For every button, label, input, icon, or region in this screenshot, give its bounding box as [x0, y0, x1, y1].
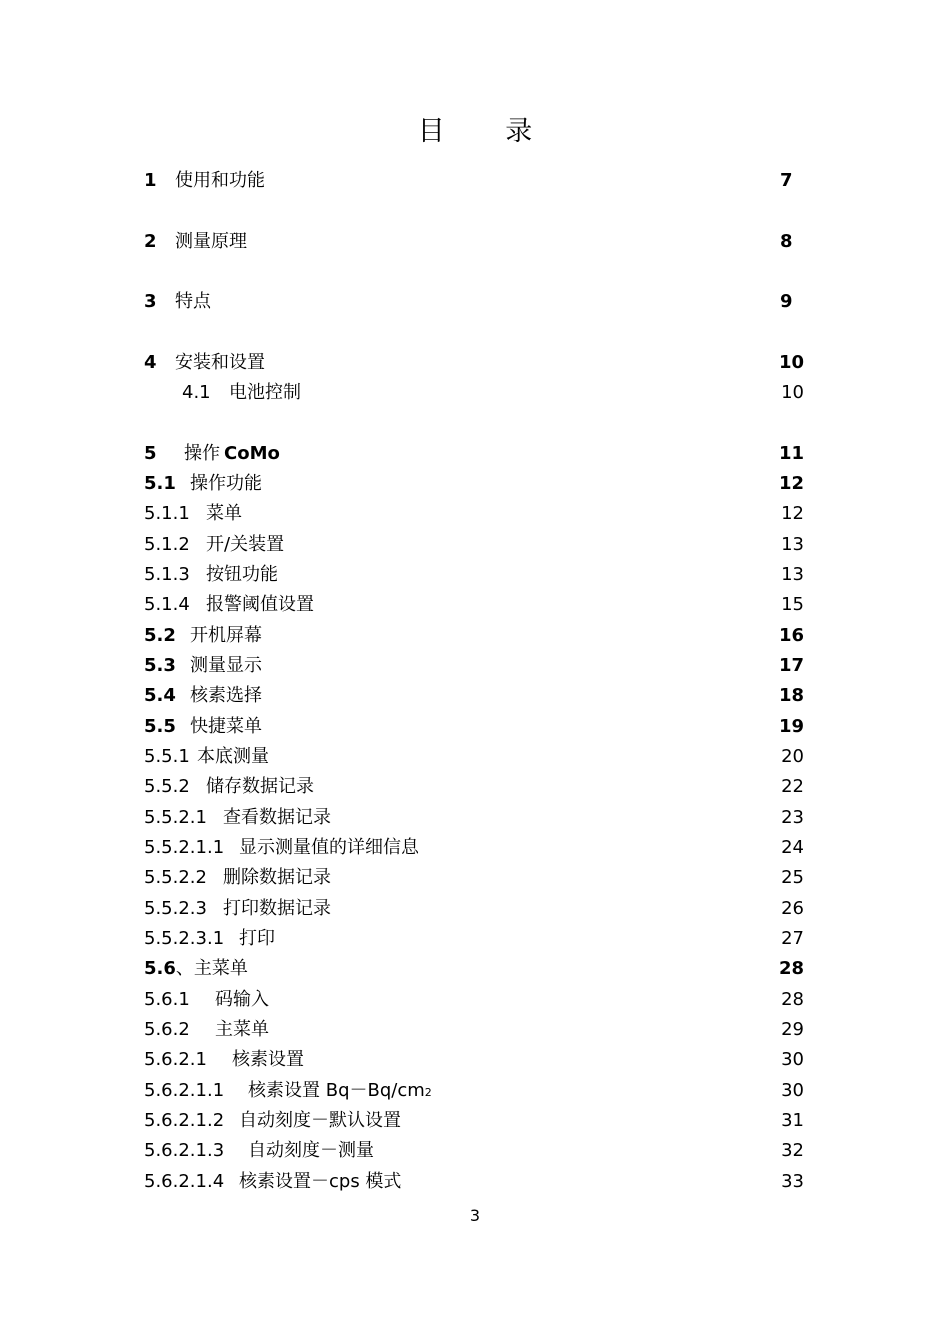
toc-entry-number: 5.6.2.1.1 [144, 1080, 225, 1101]
toc-entry-text: 报警阈值设置 [206, 594, 314, 615]
toc-entry[interactable] [144, 621, 804, 651]
toc-entry-number: 3 [144, 291, 157, 312]
toc-entry[interactable] [144, 530, 804, 560]
toc-entry-number: 5.5.2.1 [144, 807, 207, 828]
toc-entry-page: 20 [781, 746, 804, 767]
toc-entry-text: 核素设置 Bq－Bq/cm [248, 1080, 425, 1101]
toc-entry-page: 31 [781, 1110, 804, 1131]
toc-entry-text: 使用和功能 [175, 170, 265, 191]
toc-entry-number: 4.1 [182, 382, 211, 403]
toc-entry-number: 5.1 [144, 473, 176, 494]
toc-entry[interactable] [144, 590, 804, 620]
toc-entry-number: 5.6.2.1.4 [144, 1171, 225, 1192]
toc-entry-page: 11 [778, 443, 804, 464]
toc-entry-page: 10 [778, 352, 804, 373]
toc-entry-number: 5.4 [144, 685, 176, 706]
toc-entry-page: 24 [781, 837, 804, 858]
toc-entry-number: 5.6.2.1.2 [144, 1110, 225, 1131]
toc-entry-number: 5.5.1 [144, 746, 190, 767]
toc-entry[interactable] [144, 348, 804, 378]
toc-entry-page: 30 [781, 1080, 804, 1101]
toc-entry-page: 27 [781, 928, 804, 949]
toc-entry-number: 5.5.2.2 [144, 867, 207, 888]
toc-entry-number: 5.3 [144, 655, 176, 676]
toc-entry-page: 12 [778, 473, 804, 494]
toc-entry-text: 显示测量值的详细信息 [239, 837, 419, 858]
toc-entry-number: 2 [144, 231, 157, 252]
toc-entry-text: 测量显示 [190, 655, 262, 676]
toc-entry-page: 17 [778, 655, 804, 676]
toc-entry-page: 28 [778, 958, 804, 979]
toc-entry-text: 码输入 [215, 989, 269, 1010]
toc-entry-text: 自动刻度－默认设置 [239, 1110, 401, 1131]
toc-entry-number: 5.5.2 [144, 776, 190, 797]
toc-entry-text: 、主菜单 [175, 958, 248, 979]
toc-entry-text: 自动刻度－测量 [248, 1140, 374, 1161]
toc-entry[interactable] [144, 499, 804, 529]
toc-entry-text: 特点 [175, 291, 211, 312]
toc-entry-number: 5.6.2.1 [144, 1049, 207, 1070]
toc-entry-page: 10 [781, 382, 804, 403]
toc-entry-page: 18 [778, 685, 804, 706]
toc-entry-text: 核素设置 [232, 1049, 304, 1070]
toc-entry-number: 5.1.1 [144, 503, 190, 524]
toc-entry[interactable] [144, 803, 804, 833]
toc-entry[interactable] [144, 954, 804, 984]
toc-entry[interactable] [144, 681, 804, 711]
toc-entry-page: 9 [780, 291, 793, 312]
toc-entry-text: 查看数据记录 [223, 807, 331, 828]
toc-entry-page: 28 [781, 989, 804, 1010]
toc-entry-text: 删除数据记录 [223, 867, 331, 888]
toc-entry-number: 5.1.2 [144, 534, 190, 555]
toc-entry-page: 22 [781, 776, 804, 797]
toc-title: 目 录 [417, 116, 559, 147]
toc-entry[interactable] [144, 1015, 804, 1045]
toc-entry-number: 5.6.1 [144, 989, 190, 1010]
toc-entry-page: 23 [781, 807, 804, 828]
toc-entry-number: 4 [144, 352, 157, 373]
toc-entry-text: 打印数据记录 [223, 898, 331, 919]
toc-entry[interactable] [144, 287, 804, 317]
toc-entry-text: 操作 [184, 443, 220, 464]
toc-entry-number: 5.1.4 [144, 594, 190, 615]
toc-entry-page: 8 [780, 231, 793, 252]
toc-entry-page: 13 [781, 564, 804, 585]
toc-entry-text-latin: CoMo [224, 443, 280, 464]
toc-entry-page: 26 [781, 898, 804, 919]
toc-entry[interactable] [144, 712, 804, 742]
toc-entry[interactable] [144, 1167, 804, 1197]
toc-entry[interactable] [144, 1045, 804, 1075]
toc-entry-text: 储存数据记录 [206, 776, 314, 797]
toc-entry-number: 5.5 [144, 716, 176, 737]
superscript-2: 2 [424, 1086, 432, 1099]
toc-entry-number: 5 [144, 443, 157, 464]
toc-entry-number: 5.5.2.3.1 [144, 928, 225, 949]
toc-entry-page: 12 [781, 503, 804, 524]
toc-entry-page: 7 [780, 170, 793, 191]
toc-entry-page: 25 [781, 867, 804, 888]
toc-entry-text: 核素设置－cps 模式 [239, 1171, 402, 1192]
toc-entry-text: 电池控制 [229, 382, 301, 403]
toc-entry-text: 安装和设置 [175, 352, 265, 373]
toc-entry[interactable] [144, 651, 804, 681]
toc-entry[interactable] [144, 742, 804, 772]
toc-entry-page: 32 [781, 1140, 804, 1161]
toc-entry-number: 5.6 [144, 958, 176, 979]
toc-entry-text: 开机屏幕 [190, 625, 262, 646]
toc-entry-text: 快捷菜单 [190, 716, 262, 737]
toc-entry-text: 打印 [239, 928, 275, 949]
toc-entry-text: 测量原理 [175, 231, 247, 252]
toc-entry-number: 1 [144, 170, 157, 191]
toc-entry-page: 30 [781, 1049, 804, 1070]
toc-entry-text: 主菜单 [215, 1019, 269, 1040]
toc-entry[interactable] [144, 985, 804, 1015]
toc-entry[interactable] [144, 1136, 804, 1166]
toc-entry-number: 5.2 [144, 625, 176, 646]
toc-entry-page: 33 [781, 1171, 804, 1192]
toc-entry-text: 本底测量 [197, 746, 269, 767]
toc-entry[interactable] [144, 863, 804, 893]
toc-entry-number: 5.5.2.1.1 [144, 837, 225, 858]
toc-entry[interactable] [182, 378, 804, 408]
toc-entry[interactable] [144, 894, 804, 924]
toc-entry[interactable] [144, 166, 804, 196]
toc-entry-page: 16 [778, 625, 804, 646]
toc-entry[interactable] [144, 772, 804, 802]
toc-entry-number: 5.6.2 [144, 1019, 190, 1040]
toc-entry[interactable] [144, 469, 804, 499]
toc-entry-text: 操作功能 [190, 473, 262, 494]
toc-entry[interactable] [144, 439, 804, 469]
toc-entry[interactable] [144, 833, 804, 863]
toc-entry-page: 29 [781, 1019, 804, 1040]
toc-entry-number: 5.5.2.3 [144, 898, 207, 919]
toc-entry-text: 开/关装置 [206, 534, 285, 555]
toc-entry[interactable] [144, 1106, 804, 1136]
toc-entry[interactable] [144, 1076, 804, 1106]
toc-entry-number: 5.1.3 [144, 564, 190, 585]
page-number: 3 [469, 1206, 481, 1225]
toc-entry-page: 19 [778, 716, 804, 737]
toc-entry-text: 菜单 [206, 503, 242, 524]
toc-entry-page: 15 [781, 594, 804, 615]
toc-entry-text: 按钮功能 [206, 564, 278, 585]
toc-entry[interactable] [144, 227, 804, 257]
toc-entry-text: 核素选择 [190, 685, 262, 706]
toc-entry[interactable] [144, 560, 804, 590]
toc-entry[interactable] [144, 924, 804, 954]
toc-entry-page: 13 [781, 534, 804, 555]
toc-entry-number: 5.6.2.1.3 [144, 1140, 225, 1161]
